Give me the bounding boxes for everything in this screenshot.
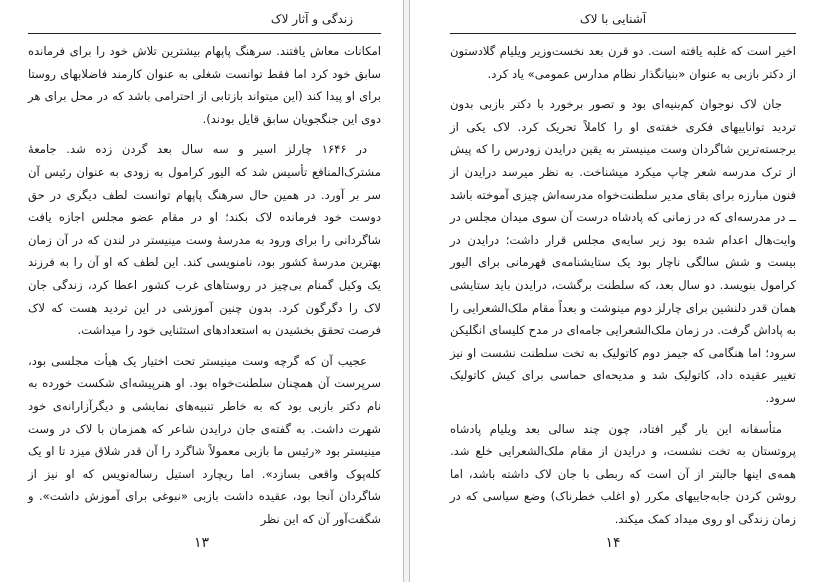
body-text	[450, 40, 796, 530]
page-number: ۱۳	[193, 535, 210, 551]
body-text	[28, 40, 381, 530]
paragraph: اخیر است که غلبه یافته است. دو قرن بعد نخست‌وزیر ویلیام گلادستون از دکتر بازبی به عنوان «بنیانگذار نظام مدارس عمومی» یاد کرد.	[450, 44, 796, 81]
paragraph	[450, 93, 796, 409]
paragraph: امکانات معاش یافتند. سرهنگ پاپهام بیشترین تلاش خود را برای فرمانده سابق خود کرد اما فقط توانست شغلی به عنوان کارمند فاضلابهای روستا برای او پیدا کند (این میتواند بازتابی از احترامی باشد که در محل برای هر دوی این جنگجویان سابق قایل بودند).	[28, 44, 381, 126]
header-rule	[450, 33, 796, 34]
paragraph-text: متأسفانه این بار گیر افتاد، چون چند سالی بعد ویلیام پادشاه پروتستان به تخت نشست، و درایدن از مقام ملک‌الشعرایی خلع شد. همه‌ی اینها جالبتر از آن است که ربطی با جان لاک داشته باشد، اما روشن کردن جابه‌جاییهای مکرر (و اغلب خطرناک) وضع سیاسی که در زمان زندگی او روی میداد کمک میکند.	[450, 421, 796, 526]
header-rule	[28, 33, 381, 34]
running-header: زندگی و آثار لاک	[270, 12, 353, 26]
right-page	[409, 0, 816, 582]
paragraph	[28, 350, 381, 531]
paragraph-text: در ۱۶۴۶ چارلز اسیر و سه سال بعد گردن زده شد. جامعهٔ مشترک‌المنافع تأسیس شد که الیور کرامول به زودی به عنوان رئیس آن سر بر آورد. در همین حال سرهنگ پاپهام توانست لطف دیگری در حق دوست خود فرمانده لاک بکند؛ او در مقام عضو مجلس اجازه یافت شاگردانی را برای ورود به مدرسهٔ وست مینیستر در لندن که در آن زمان بهترین مدرسهٔ کشور بود، نامنویسی کند. این لطف که او آن را به فرزند یک وکیل گمنام بی‌چیز در روستاهای غرب کشور اعطا کرد، زندگی جان لاک را دگرگون کرد. بدون چنین آموزشی در این تردید هست که لاک فرصت تحقق بخشیدن به استعدادهای استثنایی خود را میداشت.	[28, 142, 381, 338]
paragraph-text: عجیب آن که گرچه وست مینیستر تحت اختیار یک هیأت مجلسی بود، سرپرست آن همچنان سلطنت‌خواه بود. او هنرپیشه‌ای شکست خورده به نام دکتر بازبی بود که به خاطر تنبیه‌های نمایشی و دیگرآزارانه‌ی خود شهرت داشت. به گفته‌ی جان درایدن شاعر که همزمان با لاک در وست مینیستر بود «رئیس ما بازبی معمولاً شاگرد را آن قدر شلاق میزد تا او یک کله‌پوک واقعی بسازد». اما ریچارد استیل رساله‌نویس که او نیز از شاگردان آنجا بود، عقیده داشت بازبی «نبوغی برای آموزش داشت». و شگفت‌آور آن که این نظر	[28, 353, 381, 526]
page-number: ۱۴	[605, 535, 621, 551]
paragraph-text: جان لاک نوجوان کم‌بنیه‌ای بود و تصور برخورد با دکتر بازبی بدون تردید تواناییهای فکری خفته‌ی او را کاملاً تحریک کرد. لاک یکی از برجسته‌ترین شاگردان وست مینیستر به یقین درایدن زودرس را که پیش از ترک مدرسه شعر چاپ میکرد میشناخت. به نظر میرسد درایدن از فنون مبارزه برای بقای مدیر سلطنت‌خواه مدرسه‌اش چیزی آموخته باشد ــ در مدرسه‌ای که در زمانی که پادشاه درست آن سوی میدان مجلس در وایت‌هال اعدام شده بود زیر سایه‌ی مجلس قرار داشت؛ درایدن در بیست و شش سالگی ناچار بود یک ستایشنامه‌ی قهرمانی برای الیور کرامول بنویسد. دو سال بعد، که سلطنت برگشت، درایدن باید ستایشی همان قدر دلنشین برای چارلز دوم مینوشت و بعداً مقام ملک‌الشعرایی را به پاداش گرفت. در زمان ملک‌الشعرایی جامه‌ای در مدح کلیسای انگلیکن سرود؛ اما هنگامی که جیمز دوم کاتولیک به تخت سلطنت نشست او نیز تغییر عقیده داد، کاتولیک شد و مدیحه‌ای حماسی برای کیش کاتولیک سرود.	[450, 97, 796, 405]
paragraph	[450, 418, 796, 531]
left-page	[0, 0, 404, 582]
running-header: آشنایی با لاک	[579, 12, 647, 26]
paragraph	[28, 138, 381, 341]
